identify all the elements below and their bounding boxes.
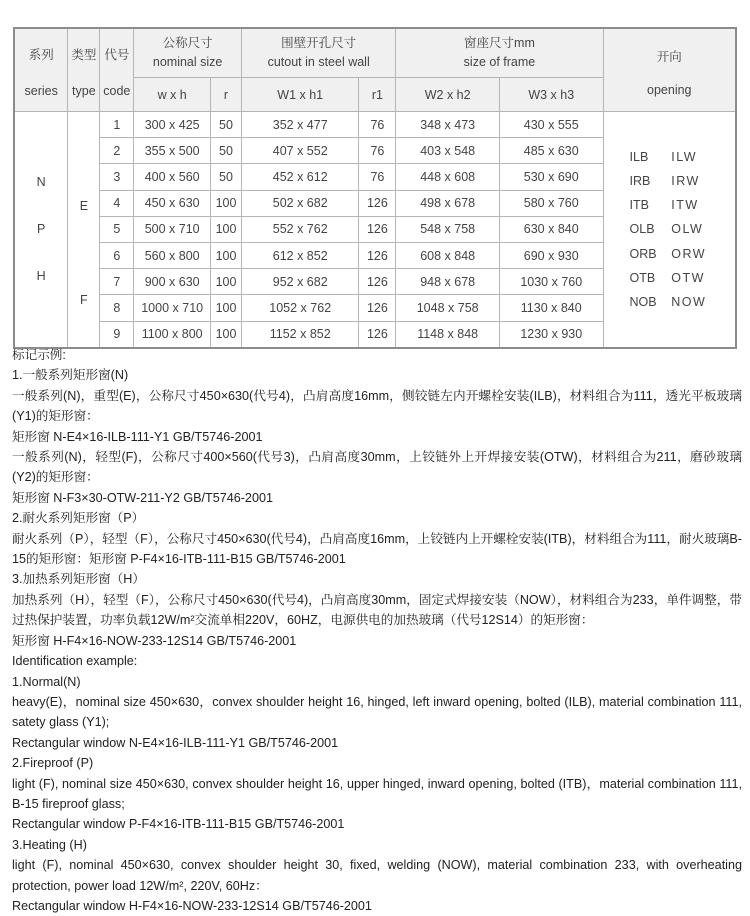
cell-wh: 900 x 630 (134, 269, 211, 295)
cell-wh: 400 x 560 (134, 164, 211, 190)
cell-code: 7 (100, 269, 134, 295)
cell-r: 50 (211, 112, 242, 138)
opening-code: OLW (671, 222, 704, 237)
identification-notes (12, 345, 742, 916)
opening-code: ILB (629, 149, 649, 164)
note-line: 加热系列（H），轻型（F），公称尺寸450×630(代号4)，凸肩高度30mm，固定式焊接安装（NOW），材料组合为233，单件调整，带过热保护装置，功率负载12W/m²交流单相220V，60HZ，电源供电的加热玻璃（代号12S14）的矩形窗： (12, 592, 742, 628)
cell-r1: 76 (359, 112, 396, 138)
header-r1: r1 (359, 78, 396, 112)
cell-wh: 355 x 500 (134, 138, 211, 164)
opening-code: ORW (671, 246, 707, 261)
cell-w3h3: 580 x 760 (499, 190, 603, 216)
cell-r1: 126 (359, 190, 396, 216)
cell-w1h1: 502 x 682 (241, 190, 359, 216)
cell-w1h1: 552 x 762 (241, 216, 359, 242)
series-value: N (36, 175, 46, 189)
cell-w3h3: 630 x 840 (499, 216, 603, 242)
cell-w2h2: 1048 x 758 (396, 295, 500, 321)
cell-w2h2: 498 x 678 (396, 190, 500, 216)
cell-r1: 126 (359, 321, 396, 348)
cell-w2h2: 1148 x 848 (396, 321, 500, 348)
opening-code: IRW (671, 173, 700, 188)
opening-code: ILW (671, 149, 698, 164)
note-line: 2.Fireproof (P) (12, 756, 94, 771)
cell-wh: 450 x 630 (134, 190, 211, 216)
note-line: 3.Heating (H) (12, 837, 87, 852)
opening-code: OTB (629, 270, 656, 285)
header-code: 代号 code (100, 28, 134, 112)
note-line: 矩形窗 N-F3×30-OTW-211-Y2 GB/T5746-2001 (12, 490, 273, 505)
cell-w1h1: 1052 x 762 (241, 295, 359, 321)
header-w2h2: W2 x h2 (396, 78, 500, 112)
header-r: r (211, 78, 242, 112)
cell-w1h1: 952 x 682 (241, 269, 359, 295)
table-row (14, 112, 736, 138)
note-line: Rectangular window N-E4×16-ILB-111-Y1 GB/T5746-2001 (12, 735, 339, 750)
note-line: heavy(E)，nominal size 450×630，convex shoulder height 16, hinged, left inward opening, bolted (ILB), material combination 111, satety glass (Y1); (12, 694, 742, 730)
cell-code: 8 (100, 295, 134, 321)
opening-code: IRB (629, 173, 651, 188)
cell-w2h2: 348 x 473 (396, 112, 500, 138)
header-w1h1: W1 x h1 (241, 78, 359, 112)
table-body (14, 112, 736, 349)
cell-r1: 126 (359, 295, 396, 321)
cell-w3h3: 1130 x 840 (499, 295, 603, 321)
cell-w2h2: 548 x 758 (396, 216, 500, 242)
note-line: 1.Normal(N) (12, 674, 81, 689)
opening-code: ORB (629, 246, 657, 261)
cell-r1: 76 (359, 138, 396, 164)
opening-cell (603, 112, 736, 349)
note-line: 矩形窗 H-F4×16-NOW-233-12S14 GB/T5746-2001 (12, 633, 297, 648)
cell-w1h1: 352 x 477 (241, 112, 359, 138)
note-line: Rectangular window H-F4×16-NOW-233-12S14 GB/T5746-2001 (12, 898, 372, 913)
cell-w1h1: 1152 x 852 (241, 321, 359, 348)
opening-code: OTW (671, 270, 705, 285)
cell-r: 50 (211, 164, 242, 190)
cell-w1h1: 612 x 852 (241, 243, 359, 269)
note-line: light (F), nominal 450×630, convex shoulder height 30, fixed, welding (NOW), material combination 233, with overheating protection, power load 12W/m², 220V, 60Hz： (12, 858, 742, 893)
cell-r: 100 (211, 216, 242, 242)
opening-code: ITW (671, 198, 699, 213)
series-value: H (36, 269, 46, 283)
cell-w2h2: 948 x 678 (396, 269, 500, 295)
cell-w3h3: 430 x 555 (499, 112, 603, 138)
window-spec-table (13, 27, 737, 349)
series-cell (14, 112, 68, 349)
header-wh: w x h (134, 78, 211, 112)
cell-r: 100 (211, 295, 242, 321)
note-line: 2.耐火系列矩形窗（P） (12, 511, 145, 526)
cell-r: 100 (211, 190, 242, 216)
cell-wh: 500 x 710 (134, 216, 211, 242)
cell-code: 2 (100, 138, 134, 164)
cell-code: 4 (100, 190, 134, 216)
cell-r1: 126 (359, 216, 396, 242)
note-line: Rectangular window P-F4×16-ITB-111-B15 GB/T5746-2001 (12, 817, 345, 832)
cell-w2h2: 403 x 548 (396, 138, 500, 164)
header-cutout: 围壁开孔尺寸 cutout in steel wall (241, 28, 395, 78)
header-frame-size: 窗座尺寸mm size of frame (396, 28, 603, 78)
cell-w3h3: 690 x 930 (499, 243, 603, 269)
cell-r1: 126 (359, 269, 396, 295)
note-line: light (F), nominal size 450×630, convex shoulder height 16, upper hinged, inward opening, bolted (ITB)，material combination 111, B-15 fireproof glass; (12, 776, 742, 811)
table-header-row-1 (14, 28, 736, 78)
series-value: P (37, 222, 46, 236)
note-line: 3.加热系列矩形窗（H） (12, 572, 145, 587)
type-cell (68, 112, 100, 349)
cell-code: 6 (100, 243, 134, 269)
opening-code: NOW (671, 295, 707, 309)
cell-w2h2: 608 x 848 (396, 243, 500, 269)
type-value: F (80, 293, 88, 307)
cell-wh: 560 x 800 (134, 243, 211, 269)
note-line: 耐火系列（P），轻型（F），公称尺寸450×630(代号4)，凸肩高度16mm，上铰链内上开螺栓安装(ITB)，材料组合为111，耐火玻璃B-15的矩形窗：矩形窗 P-F4×16-ITB-111-B15 GB/T5746-2001 (12, 531, 742, 567)
cell-w1h1: 407 x 552 (241, 138, 359, 164)
cell-code: 9 (100, 321, 134, 348)
cell-w3h3: 1230 x 930 (499, 321, 603, 348)
cell-r: 100 (211, 321, 242, 348)
opening-code: OLB (629, 222, 655, 237)
cell-r1: 126 (359, 243, 396, 269)
cell-r: 100 (211, 269, 242, 295)
note-line: Identification example: (12, 654, 138, 669)
cell-r1: 76 (359, 164, 396, 190)
cell-code: 3 (100, 164, 134, 190)
header-w3h3: W3 x h3 (499, 78, 603, 112)
cell-wh: 1100 x 800 (134, 321, 211, 348)
cell-code: 5 (100, 216, 134, 242)
header-type: 类型 type (68, 28, 100, 112)
cell-w1h1: 452 x 612 (241, 164, 359, 190)
cell-code: 1 (100, 112, 134, 138)
cell-w3h3: 485 x 630 (499, 138, 603, 164)
cell-r: 50 (211, 138, 242, 164)
note-line: 一般系列(N)，轻型(F)，公称尺寸400×560(代号3)，凸肩高度30mm，上铰链外上开焊接安装(OTW)，材料组合为211，磨砂玻璃(Y2)的矩形窗： (12, 450, 742, 485)
note-line: 标记示例: (12, 348, 66, 362)
cell-w2h2: 448 x 608 (396, 164, 500, 190)
cell-r: 100 (211, 243, 242, 269)
opening-code: ITB (629, 198, 649, 213)
note-line: 一般系列(N)，重型(E)，公称尺寸450×630(代号4)，凸肩高度16mm，侧铰链左内开螺栓安装(ILB)，材料组合为111，透光平板玻璃(Y1)的矩形窗： (12, 388, 742, 424)
cell-w3h3: 530 x 690 (499, 164, 603, 190)
note-line: 1.一般系列矩形窗(N) (12, 368, 129, 383)
header-series: 系列 series (14, 28, 68, 112)
note-line: 矩形窗 N-E4×16-ILB-111-Y1 GB/T5746-2001 (12, 429, 263, 444)
opening-code: NOB (629, 295, 657, 309)
cell-wh: 1000 x 710 (134, 295, 211, 321)
cell-wh: 300 x 425 (134, 112, 211, 138)
type-value: E (79, 199, 89, 213)
cell-w3h3: 1030 x 760 (499, 269, 603, 295)
header-opening: 开向 opening (603, 28, 736, 112)
header-nominal-size: 公称尺寸 nominal size (134, 28, 242, 78)
